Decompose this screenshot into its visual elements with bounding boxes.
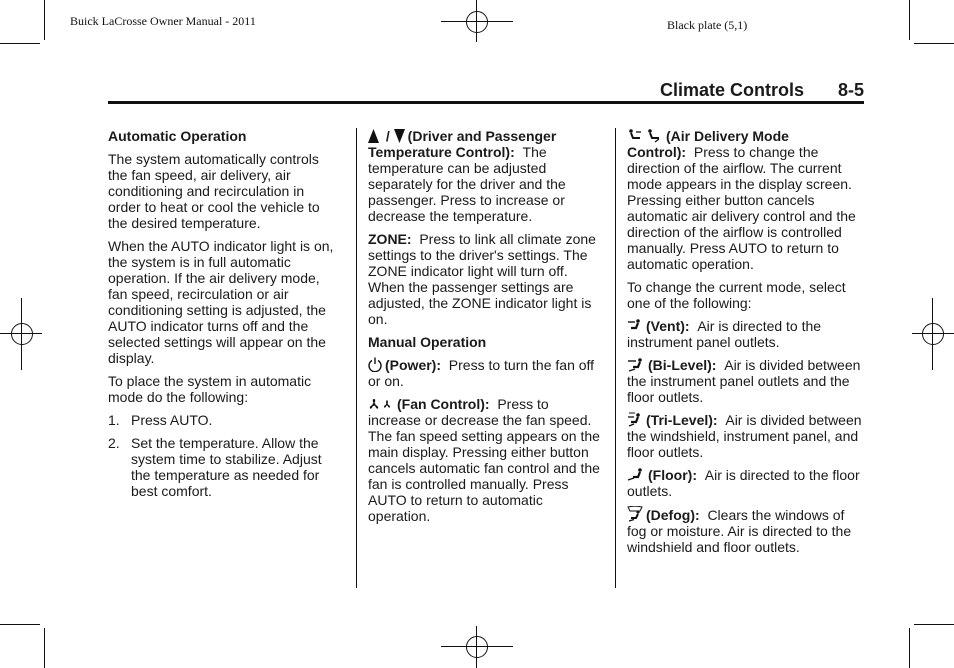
paragraph-temperature: / (Driver and Passenger Temperature Control): The temperature can be adjusted separately for the driver and the passenger. Press to increase or decrease the temperature. <box>368 128 566 224</box>
crop-mark <box>0 43 40 44</box>
paragraph-trilevel: (Tri-Level): Air is divided between the windshield, instrument panel, and floor outlets. <box>627 412 862 460</box>
tri-level-icon <box>627 412 643 427</box>
temperature-down-icon <box>394 129 405 143</box>
vent-icon <box>627 319 643 333</box>
crop-mark <box>0 624 40 625</box>
air-delivery-mode-icon <box>627 129 663 143</box>
list-item: 2. Set the temperature. Allow the system time to stabilize. Adjust the temperature as needed for best comfort. <box>108 435 322 499</box>
paragraph-defog: (Defog): Clears the windows of fog or moisture. Air is directed to the windshield and floor outlets. <box>627 507 852 555</box>
list-item: 1. Press AUTO. <box>108 412 213 428</box>
paragraph-floor: (Floor): Air is directed to the floor outlets. <box>627 467 860 499</box>
header-rule <box>108 101 864 104</box>
manual-title: Buick LaCrosse Owner Manual - 2011 <box>70 14 256 28</box>
crop-mark <box>909 0 910 40</box>
column-divider <box>356 128 357 588</box>
paragraph-vent: (Vent): Air is directed to the instrument panel outlets. <box>627 318 822 350</box>
steps-list <box>108 412 340 499</box>
heading-manual-operation: Manual Operation <box>368 334 487 350</box>
paragraph: To change the current mode, select one of the following: <box>627 279 846 311</box>
column-1 <box>108 128 340 506</box>
section-title: Climate Controls <box>659 80 804 100</box>
floor-icon <box>627 468 645 482</box>
paragraph-fan: (Fan Control): Press to increase or decrease the fan speed. The fan speed setting appears on the main display. Pressing either button cancels automatic fan control and the fan is controlled manually. Press AUTO to return to automatic operation. <box>368 396 600 524</box>
paragraph-zone: ZONE: Press to link all climate zone settings to the driver's settings. The ZONE indicator light will turn off. When the passenger settings are adjusted, the ZONE indicator light is on. <box>368 231 596 327</box>
page-title-row <box>108 80 864 102</box>
crop-mark <box>44 628 45 668</box>
plate-label: Black plate (5,1) <box>667 18 748 32</box>
paragraph-air-delivery: (Air Delivery Mode Control): Press to change the direction of the airflow. The current mode appears in the display screen. Pressing either button cancels automatic air delivery control and the direction of the airflow is controlled manually. Press AUTO to return to automatic operation. <box>627 128 856 272</box>
crop-mark <box>914 43 954 44</box>
paragraph-bilevel: (Bi-Level): Air is divided between the instrument panel outlets and the floor outlets. <box>627 357 861 405</box>
bi-level-icon <box>627 358 645 372</box>
column-2 <box>368 128 604 531</box>
temperature-up-icon <box>368 129 379 143</box>
column-3 <box>627 128 865 562</box>
defog-icon <box>627 506 643 522</box>
column-divider <box>615 128 616 588</box>
crop-mark <box>914 624 954 625</box>
fan-icon <box>368 398 394 411</box>
paragraph: To place the system in automatic mode do the following: <box>108 373 312 405</box>
paragraph: When the AUTO indicator light is on, the system is in full automatic operation. If the air delivery mode, fan speed, recirculation or air conditioning setting is adjusted, the AUTO indicator turns off and the selected settings will appear on the display. <box>108 238 334 366</box>
crop-mark <box>909 628 910 668</box>
heading-automatic-operation: Automatic Operation <box>108 128 247 144</box>
crop-mark <box>44 0 45 40</box>
page-number: 8-5 <box>837 80 864 100</box>
paragraph-power: (Power): Press to turn the fan off or on. <box>368 357 595 389</box>
paragraph: The system automatically controls the fan speed, air delivery, air conditioning and recirculation in order to heat or cool the vehicle to the desired temperature. <box>108 151 320 231</box>
power-icon <box>368 357 382 372</box>
